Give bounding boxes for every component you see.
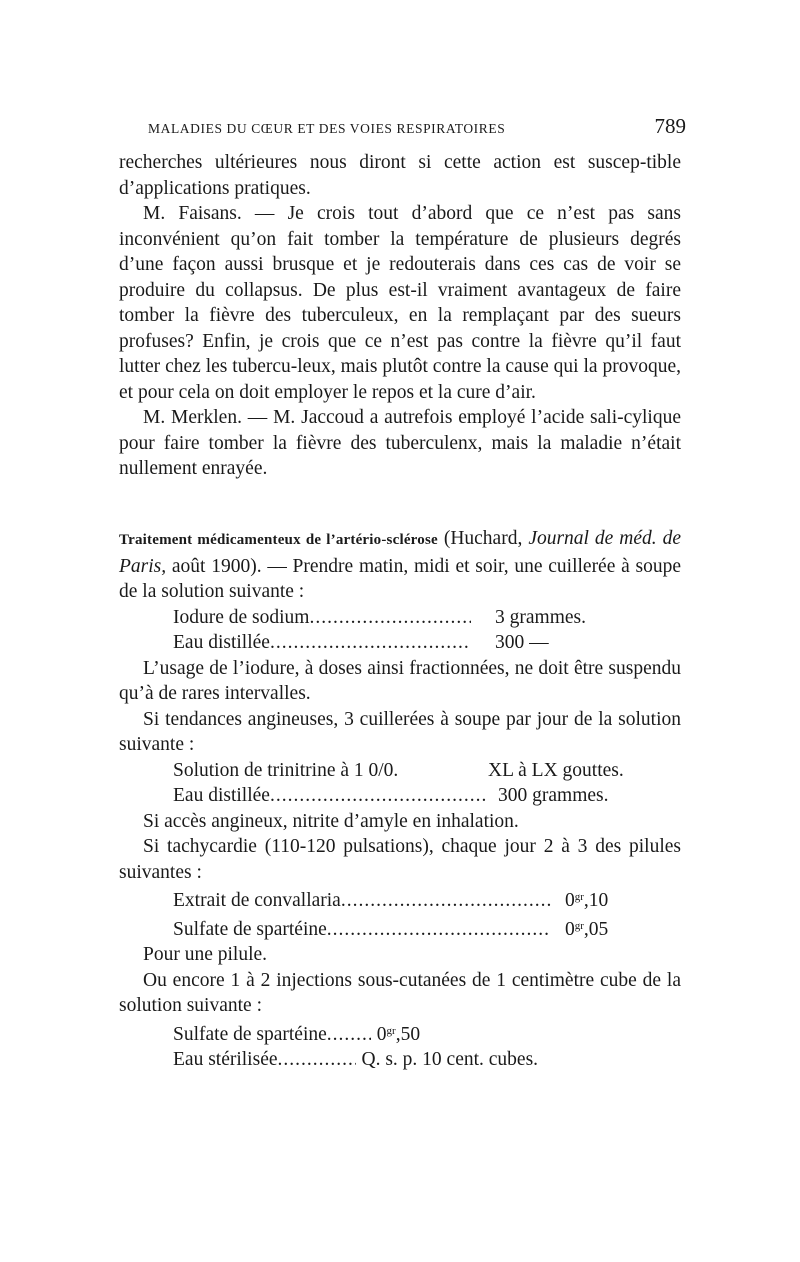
prescription-line: Eau distillée ..... 300 grammes. — [173, 783, 653, 809]
paragraph-merklen: M. Merklen. — M. Jaccoud a autrefois employé l’acide sali-cylique pour faire tomber la fièvre des tuberculenx, mais la maladie n’était nullement enrayée. — [119, 407, 681, 479]
paragraph-angineuses: Si tendances angineuses, 3 cuillerées à soupe par jour de la solution suivante : — [119, 708, 681, 755]
section-ref-date: août 1900). — Prendre matin, midi et soir, une cuillerée à soupe de la solution suivante : — [119, 555, 681, 602]
running-head: MALADIES DU CŒUR ET DES VOIES RESPIRATOIRES — [148, 121, 506, 136]
page-header — [148, 114, 686, 139]
page-number: 789 — [654, 114, 686, 138]
prescription-line: Iodure de sodium ..... 3 grammes. — [173, 605, 625, 631]
paragraph-tachycardie: Si tachycardie (110-120 pulsations), chaque jour 2 à 3 des pilules suivantes : — [119, 836, 681, 883]
paragraph-continuation: recherches ultérieures nous diront si cette action est suscep-tible d’applications pratiques. — [119, 152, 681, 199]
paragraph-injections: Ou encore 1 à 2 injections sous-cutanées de 1 centimètre cube de la solution suivante : — [119, 969, 681, 1016]
paragraph-faisans: M. Faisans. — Je crois tout d’abord que ce n’est pas sans inconvénient qu’on fait tomber la température de plusieurs degrés d’une façon aussi brusque et je redouterais dans ces cas de voir se produire du collapsus. De plus est-il vraiment avantageux de faire tomber la fièvre des tuberculeux, en la remplaçant par des sueurs profuses? Enfin, je crois que ce n’est pas contre la fièvre qu’il faut lutter chez les tubercu-leux, mais plutôt contre la cause qui la provoque, et pour cela on doit employer le repos et la cure d’air. — [119, 203, 681, 403]
section-ref-journal: Journal de méd. de Paris, — [119, 528, 682, 577]
paragraph-amyle: Si accès angineux, nitrite d’amyle en inhalation. — [143, 810, 519, 832]
prescription-line: Sulfate de spartéine ..... $0^{gr},05$ — [173, 914, 629, 943]
prescription-line: Eau stérilisée ..... Q. s. p. 10 cent. cubes. — [173, 1047, 633, 1073]
paragraph-iodure: L’usage de l’iodure, à doses ainsi fractionnées, ne doit être suspendu qu’à de rares intervalles. — [119, 657, 681, 704]
section-ref-author: (Huchard, — [443, 528, 523, 549]
section-arteriosclerosis — [119, 526, 681, 1073]
prescription-2 — [173, 758, 653, 809]
section-intro — [119, 526, 681, 605]
page-body — [119, 150, 681, 482]
prescription-line: Eau distillée ..... 300 — — [173, 630, 625, 656]
prescription-line: Extrait de convallaria ..... $0^{gr},10$ — [173, 885, 629, 914]
prescription-1 — [173, 605, 625, 656]
prescription-line: Solution de trinitrine à 1 0/0. XL à LX gouttes. — [173, 759, 624, 781]
paragraph-pilule: Pour une pilule. — [143, 944, 268, 965]
prescription-3 — [173, 885, 629, 942]
prescription-line: Sulfate de spartéine ..... $0^{gr},50$ — [173, 1019, 633, 1048]
prescription-4 — [173, 1019, 633, 1073]
section-heading: Traitement médicamenteux de l’artério-sclérose — [119, 532, 438, 548]
